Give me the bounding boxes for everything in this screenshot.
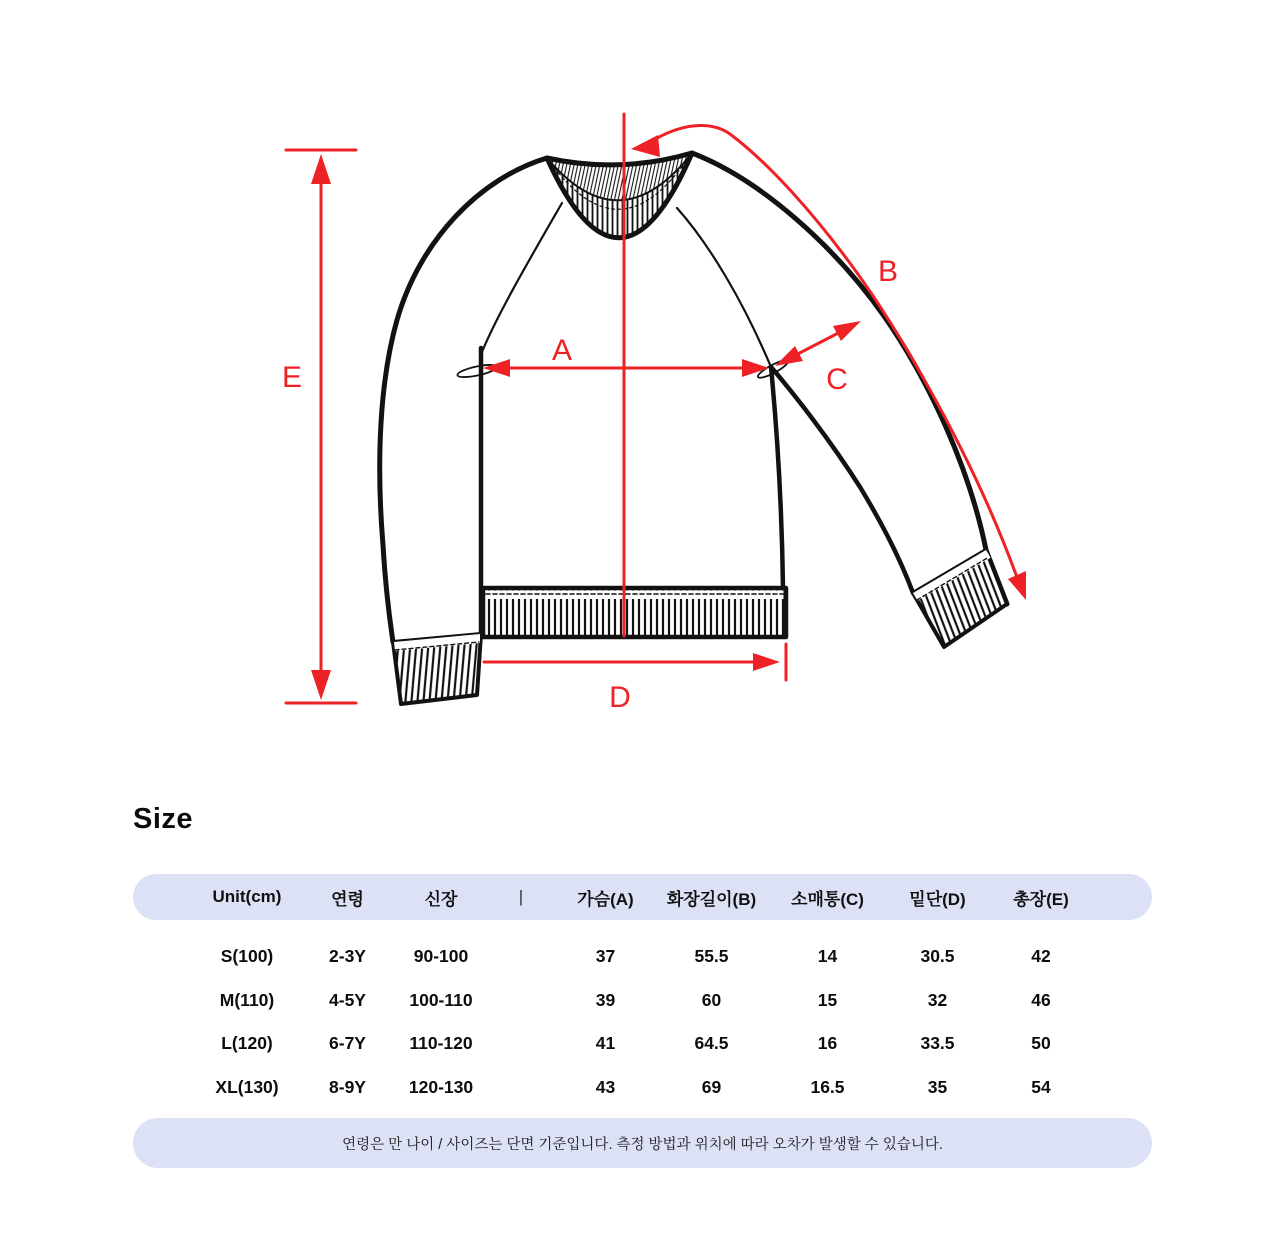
right-sleeve-inner-edge — [771, 367, 913, 593]
measure-C-arrow — [775, 321, 861, 366]
cell-age: 6-7Y — [329, 1033, 366, 1054]
table-row-l — [133, 1022, 1152, 1066]
cell-height: 110-120 — [409, 1033, 473, 1054]
right-sleeve-outline — [692, 153, 1007, 604]
cell-hem: 35 — [927, 1076, 948, 1097]
section-title-size: Size — [133, 803, 194, 835]
cell-height: 120-130 — [408, 1076, 474, 1097]
size-table-note — [133, 1118, 1152, 1168]
column-header-height: 신장 — [424, 889, 458, 909]
column-header-age: 연령 — [331, 889, 364, 909]
left-cuff — [393, 634, 481, 704]
header-divider: | — [518, 887, 524, 906]
hem-band — [483, 588, 786, 637]
measure-D-arrow — [484, 644, 786, 680]
cell-chest: 41 — [595, 1033, 616, 1054]
collar — [547, 153, 692, 238]
raglan-seam-right — [677, 208, 771, 367]
cell-length: 64.5 — [694, 1033, 729, 1054]
column-header-length: 화장길이(B) — [666, 889, 757, 909]
column-header-chest: 가슴(A) — [577, 889, 634, 909]
body-right-side-seam — [771, 367, 783, 588]
underarm-mark-left — [457, 362, 498, 379]
cell-chest: 39 — [595, 989, 616, 1010]
cell-size: L(120) — [221, 1033, 273, 1054]
size-table-body — [133, 935, 1152, 1109]
raglan-seam-left — [482, 203, 562, 352]
garment-line-art — [380, 153, 1007, 704]
size-table-header — [133, 874, 1152, 920]
measure-label-D: D — [609, 681, 631, 714]
cell-total: 50 — [1031, 1033, 1051, 1054]
cell-length: 69 — [701, 1076, 722, 1097]
column-header-hem: 밑단(D) — [909, 889, 966, 909]
column-header-unit: Unit(cm) — [212, 887, 282, 906]
table-row-s — [133, 935, 1152, 979]
note-text: 연령은 만 나이 / 사이즈는 단면 기준입니다. 측정 방법과 위치에 따라 오차가 발생할 수 있습니다. — [342, 1136, 943, 1153]
cell-sleeve: 15 — [817, 989, 838, 1010]
cell-sleeve: 16.5 — [810, 1076, 845, 1097]
right-cuff — [913, 550, 1007, 647]
left-sleeve-outline — [380, 158, 547, 642]
cell-length: 60 — [701, 989, 722, 1010]
cell-size: XL(130) — [215, 1076, 279, 1097]
cell-chest: 43 — [595, 1076, 616, 1097]
cell-hem: 33.5 — [920, 1033, 955, 1054]
cell-height: 90-100 — [413, 946, 469, 967]
cell-age: 2-3Y — [329, 946, 366, 967]
cell-hem: 32 — [927, 989, 948, 1010]
measure-label-B: B — [877, 255, 899, 288]
cell-chest: 37 — [595, 946, 616, 967]
table-row-xl — [133, 1066, 1152, 1110]
cell-hem: 30.5 — [920, 946, 955, 967]
cell-sleeve: 16 — [817, 1033, 838, 1054]
cell-size: M(110) — [219, 989, 275, 1010]
cell-total: 42 — [1031, 946, 1051, 967]
measure-label-C: C — [826, 363, 848, 396]
cell-height: 100-110 — [409, 989, 473, 1010]
cell-size: S(100) — [220, 946, 274, 967]
cell-total: 54 — [1031, 1076, 1051, 1097]
measure-label-E: E — [281, 361, 303, 394]
cell-length: 55.5 — [694, 946, 729, 967]
column-header-total: 총장(E) — [1013, 889, 1069, 909]
measure-E-arrow — [286, 150, 356, 703]
measure-label-A: A — [551, 334, 573, 367]
cell-age: 4-5Y — [329, 989, 366, 1010]
cell-sleeve: 14 — [817, 946, 838, 967]
measure-A-arrow — [483, 359, 769, 377]
cell-total: 46 — [1031, 989, 1051, 1010]
cell-age: 8-9Y — [329, 1076, 366, 1097]
table-row-m — [133, 979, 1152, 1023]
column-header-sleeve: 소매통(C) — [791, 889, 864, 909]
